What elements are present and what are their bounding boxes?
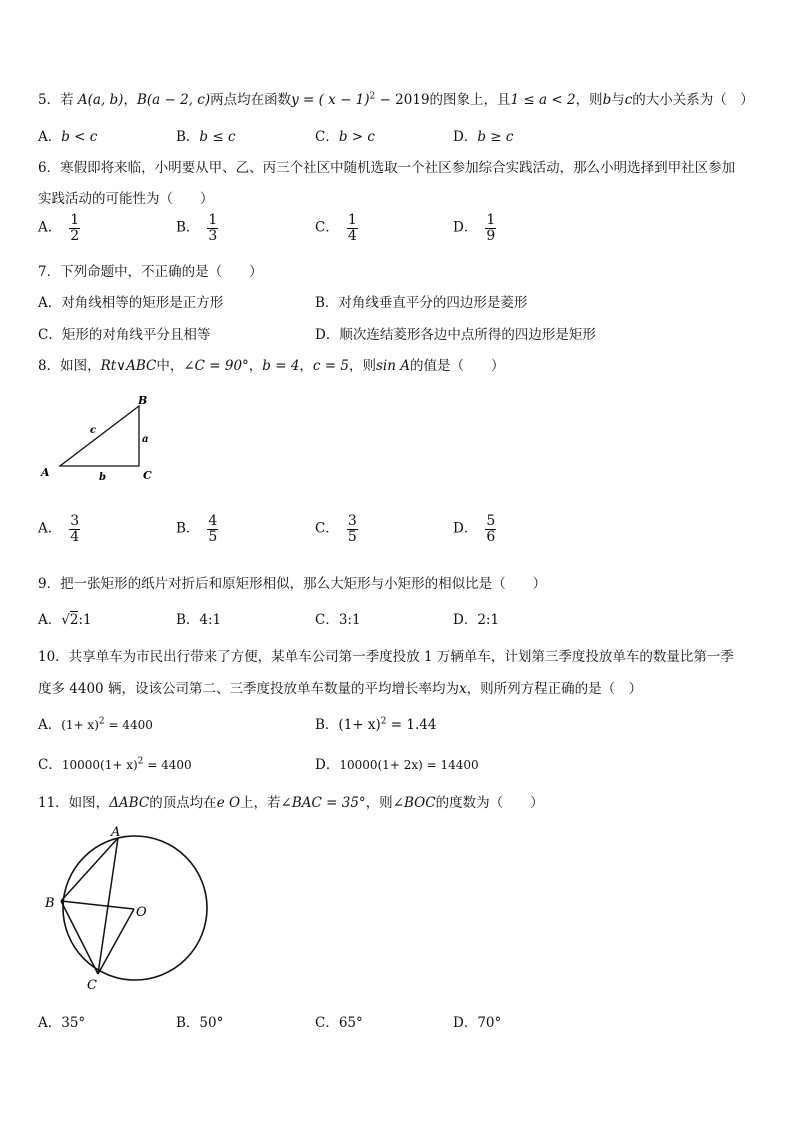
q10-text: ，则所列方程正确的是（ ） — [466, 681, 643, 697]
fraction — [485, 213, 496, 243]
option-value: 矩形的对角线平分且相等 — [61, 327, 211, 343]
numerator: 5 — [486, 513, 496, 529]
circle-figure — [40, 818, 220, 996]
option-label: A． — [38, 1015, 62, 1031]
option-label: B． — [176, 612, 200, 628]
var-b: b — [602, 92, 612, 108]
option-label: C． — [315, 129, 339, 145]
side-label-c: c — [90, 425, 97, 436]
q7-option-c[interactable] — [38, 323, 210, 343]
q6-option-b[interactable] — [176, 213, 218, 243]
fraction — [69, 213, 80, 243]
q8-text: ， — [248, 358, 263, 374]
question-11-stem — [38, 791, 544, 811]
q5-text: ， — [123, 92, 137, 108]
option-label: C． — [315, 1015, 339, 1031]
option-value: b ≤ c — [199, 129, 236, 145]
condition: 1 ≤ a < 2 — [510, 92, 576, 108]
q11-text: 的度数为（ ） — [435, 795, 544, 811]
option-label: B． — [176, 1015, 200, 1031]
option-label: B． — [176, 129, 200, 145]
q5-option-a[interactable] — [38, 125, 97, 145]
option-value: 2:1 — [477, 612, 500, 628]
q5-option-d[interactable] — [453, 125, 513, 145]
value-c: c = 5 — [312, 358, 349, 374]
function-expr: y = ( x − 1) — [291, 92, 370, 108]
q6-option-a[interactable] — [38, 213, 80, 243]
q11-option-a[interactable] — [38, 1011, 85, 1031]
option-label: C． — [38, 327, 62, 343]
q9-option-c[interactable] — [315, 608, 361, 628]
q8-text: ， — [299, 358, 313, 374]
q11-text: ，则 — [365, 795, 393, 811]
question-8-stem — [38, 354, 504, 374]
q5-text: 的图象上，且 — [429, 92, 511, 108]
fraction — [69, 514, 80, 544]
q8-text: 8．如图， — [38, 358, 101, 374]
denominator: 9 — [486, 227, 496, 244]
triangle-name: Rt∨ABC — [100, 358, 157, 374]
q8-option-b[interactable] — [176, 514, 218, 544]
option-value: b < c — [61, 129, 98, 145]
circle-name: e O — [216, 795, 241, 811]
q5-option-c[interactable] — [315, 125, 375, 145]
denominator: 3 — [208, 227, 218, 244]
option-label: C． — [315, 520, 339, 537]
q8-option-c[interactable] — [315, 514, 358, 544]
numerator: 1 — [208, 212, 218, 228]
q9-option-d[interactable] — [453, 608, 499, 628]
side-label-b: b — [99, 472, 106, 483]
q7-option-b[interactable] — [315, 291, 527, 311]
point-b: B — [136, 92, 147, 108]
q5-text: ，则 — [575, 92, 603, 108]
q10-option-d[interactable] — [315, 753, 479, 773]
question-10-stem-line2 — [38, 677, 642, 697]
q8-text: 的值是（ ） — [409, 358, 505, 374]
q11-text: 的顶点均在 — [149, 795, 217, 811]
option-label: D． — [453, 129, 478, 145]
question-9-stem: 9．把一张矩形的纸片对折后和原矩形相似，那么大矩形与小矩形的相似比是（ ） — [38, 576, 547, 592]
vertex-label-b: B — [45, 896, 55, 911]
option-value: 50° — [199, 1015, 224, 1031]
option-value: :1 — [78, 612, 92, 628]
option-value: 对角线垂直平分的四边形是菱形 — [338, 295, 528, 311]
fraction — [347, 514, 358, 544]
q10-option-c[interactable] — [38, 753, 192, 773]
equation: (1+ x) — [61, 718, 99, 732]
equation-rhs: = 4400 — [143, 758, 192, 772]
value-b: b = 4 — [262, 358, 300, 374]
q6-option-d[interactable] — [453, 213, 496, 243]
option-label: A． — [38, 717, 62, 733]
q5-text: 5．若 — [38, 92, 78, 108]
vertex-label-a: A — [111, 825, 121, 840]
equation-rhs: = 1.44 — [386, 717, 437, 733]
q5-option-b[interactable] — [176, 125, 236, 145]
angle-boc: ∠BOC — [392, 795, 436, 811]
option-label: C． — [38, 757, 62, 773]
circle-o — [63, 836, 207, 980]
option-label: D． — [453, 520, 478, 537]
denominator: 5 — [208, 528, 218, 545]
fraction — [347, 213, 358, 243]
q6-option-c[interactable] — [315, 213, 358, 243]
option-label: B． — [315, 717, 339, 733]
denominator: 6 — [486, 528, 496, 545]
option-label: A． — [38, 520, 62, 537]
option-label: D． — [453, 1015, 478, 1031]
q10-option-a[interactable] — [38, 713, 153, 733]
denominator: 4 — [347, 227, 357, 244]
center-label-o: O — [136, 905, 147, 920]
q8-option-a[interactable] — [38, 514, 80, 544]
right-triangle-figure — [38, 390, 168, 485]
option-value: 对角线相等的矩形是正方形 — [61, 295, 224, 311]
option-label: B． — [176, 219, 200, 236]
equation-rhs: = 4400 — [104, 718, 153, 732]
radicand: 2 — [69, 612, 79, 628]
q5-text: 的大小关系为（ ） — [632, 92, 754, 108]
option-value: 35° — [61, 1015, 86, 1031]
option-label: D． — [315, 757, 340, 773]
equation: (1+ x) — [338, 717, 381, 733]
denominator: 5 — [347, 528, 357, 545]
q10-option-b[interactable] — [315, 713, 436, 733]
angle-bac: ∠BAC = 35° — [280, 795, 366, 811]
segment-bo — [61, 901, 134, 909]
option-label: A． — [38, 612, 62, 628]
q11-option-c[interactable] — [315, 1011, 363, 1031]
side-label-a: a — [142, 434, 149, 445]
numerator: 4 — [208, 513, 218, 529]
numerator: 3 — [347, 513, 357, 529]
q11-text: 上，若 — [240, 795, 281, 811]
option-label: C． — [315, 219, 339, 236]
question-6-stem-line2: 实践活动的可能性为（ ） — [38, 191, 214, 207]
sin-a: sin A — [375, 358, 410, 374]
vertex-label-a: A — [41, 466, 50, 479]
q5-text: 两点均在函数 — [210, 92, 292, 108]
q8-option-d[interactable] — [453, 514, 496, 544]
sqrt-sign: √ — [61, 612, 70, 628]
segment-bc — [61, 901, 98, 974]
exponent: 2 — [98, 716, 105, 727]
denominator: 4 — [70, 528, 80, 545]
option-value: 65° — [338, 1015, 363, 1031]
vertex-label-b: B — [138, 394, 148, 407]
point-b-coords: (a − 2, c) — [146, 92, 211, 108]
question-7-stem: 7．下列命题中，不正确的是（ ） — [38, 264, 263, 280]
point-a: A — [77, 92, 88, 108]
vertex-label-c: C — [87, 978, 97, 993]
q9-option-b[interactable] — [176, 608, 221, 628]
fraction — [485, 514, 496, 544]
exponent: 2 — [380, 716, 387, 727]
vertex-label-c: C — [143, 469, 152, 482]
triangle-abc — [60, 406, 139, 466]
option-label: A． — [38, 129, 62, 145]
equation: 10000(1+ x) — [61, 758, 138, 772]
option-value: 3:1 — [338, 612, 361, 628]
function-constant: − 2019 — [375, 92, 430, 108]
option-value: 顺次连结菱形各边中点所得的四边形是矩形 — [339, 327, 596, 343]
q11-option-b[interactable] — [176, 1011, 223, 1031]
numerator: 1 — [347, 212, 357, 228]
denominator: 2 — [70, 227, 80, 244]
q11-option-d[interactable] — [453, 1011, 501, 1031]
q7-option-d[interactable] — [315, 323, 596, 343]
option-label: D． — [453, 612, 478, 628]
fraction — [207, 514, 218, 544]
numerator: 3 — [70, 513, 80, 529]
q8-text: 中， — [156, 358, 184, 374]
equation: 10000(1+ 2x) = 14400 — [339, 758, 479, 772]
angle-c: ∠C = 90° — [183, 358, 249, 374]
option-label: B． — [315, 295, 339, 311]
option-label: D． — [453, 219, 478, 236]
option-value: b ≥ c — [477, 129, 514, 145]
option-label: D． — [315, 327, 340, 343]
option-label: A． — [38, 295, 62, 311]
question-6-stem: 6．寒假即将来临，小明要从甲、乙、丙三个社区中随机选取一个社区参加综合实践活动，那么小明选择到甲社区参加 — [38, 160, 736, 176]
exponent: 2 — [137, 756, 144, 767]
q10-text: 度多 4400 辆，设该公司第二、三季度投放单车数量的平均增长率均为 — [38, 681, 459, 697]
fraction — [207, 213, 218, 243]
q5-text: 与 — [611, 92, 625, 108]
var-x: x — [458, 681, 467, 697]
function-exponent: 2 — [369, 91, 376, 102]
option-label: B． — [176, 520, 200, 537]
q8-text: ，则 — [348, 358, 376, 374]
numerator: 1 — [70, 212, 80, 228]
option-label: A． — [38, 219, 62, 236]
triangle-name: ΔABC — [109, 795, 150, 811]
var-c: c — [624, 92, 633, 108]
q9-option-a[interactable] — [38, 608, 92, 628]
option-label: C． — [315, 612, 339, 628]
question-10-stem: 10．共享单车为市民出行带来了方便，某单车公司第一季度投放 1 万辆单车，计划第三季度投放单车的数量比第一季 — [38, 649, 734, 665]
q7-option-a[interactable] — [38, 291, 223, 311]
option-value: 4:1 — [199, 612, 222, 628]
point-a-coords: (a, b) — [87, 92, 124, 108]
numerator: 1 — [486, 212, 496, 228]
option-value: 70° — [477, 1015, 502, 1031]
option-value: b > c — [338, 129, 375, 145]
q11-text: 11．如图， — [38, 795, 110, 811]
question-5-stem — [38, 88, 754, 108]
